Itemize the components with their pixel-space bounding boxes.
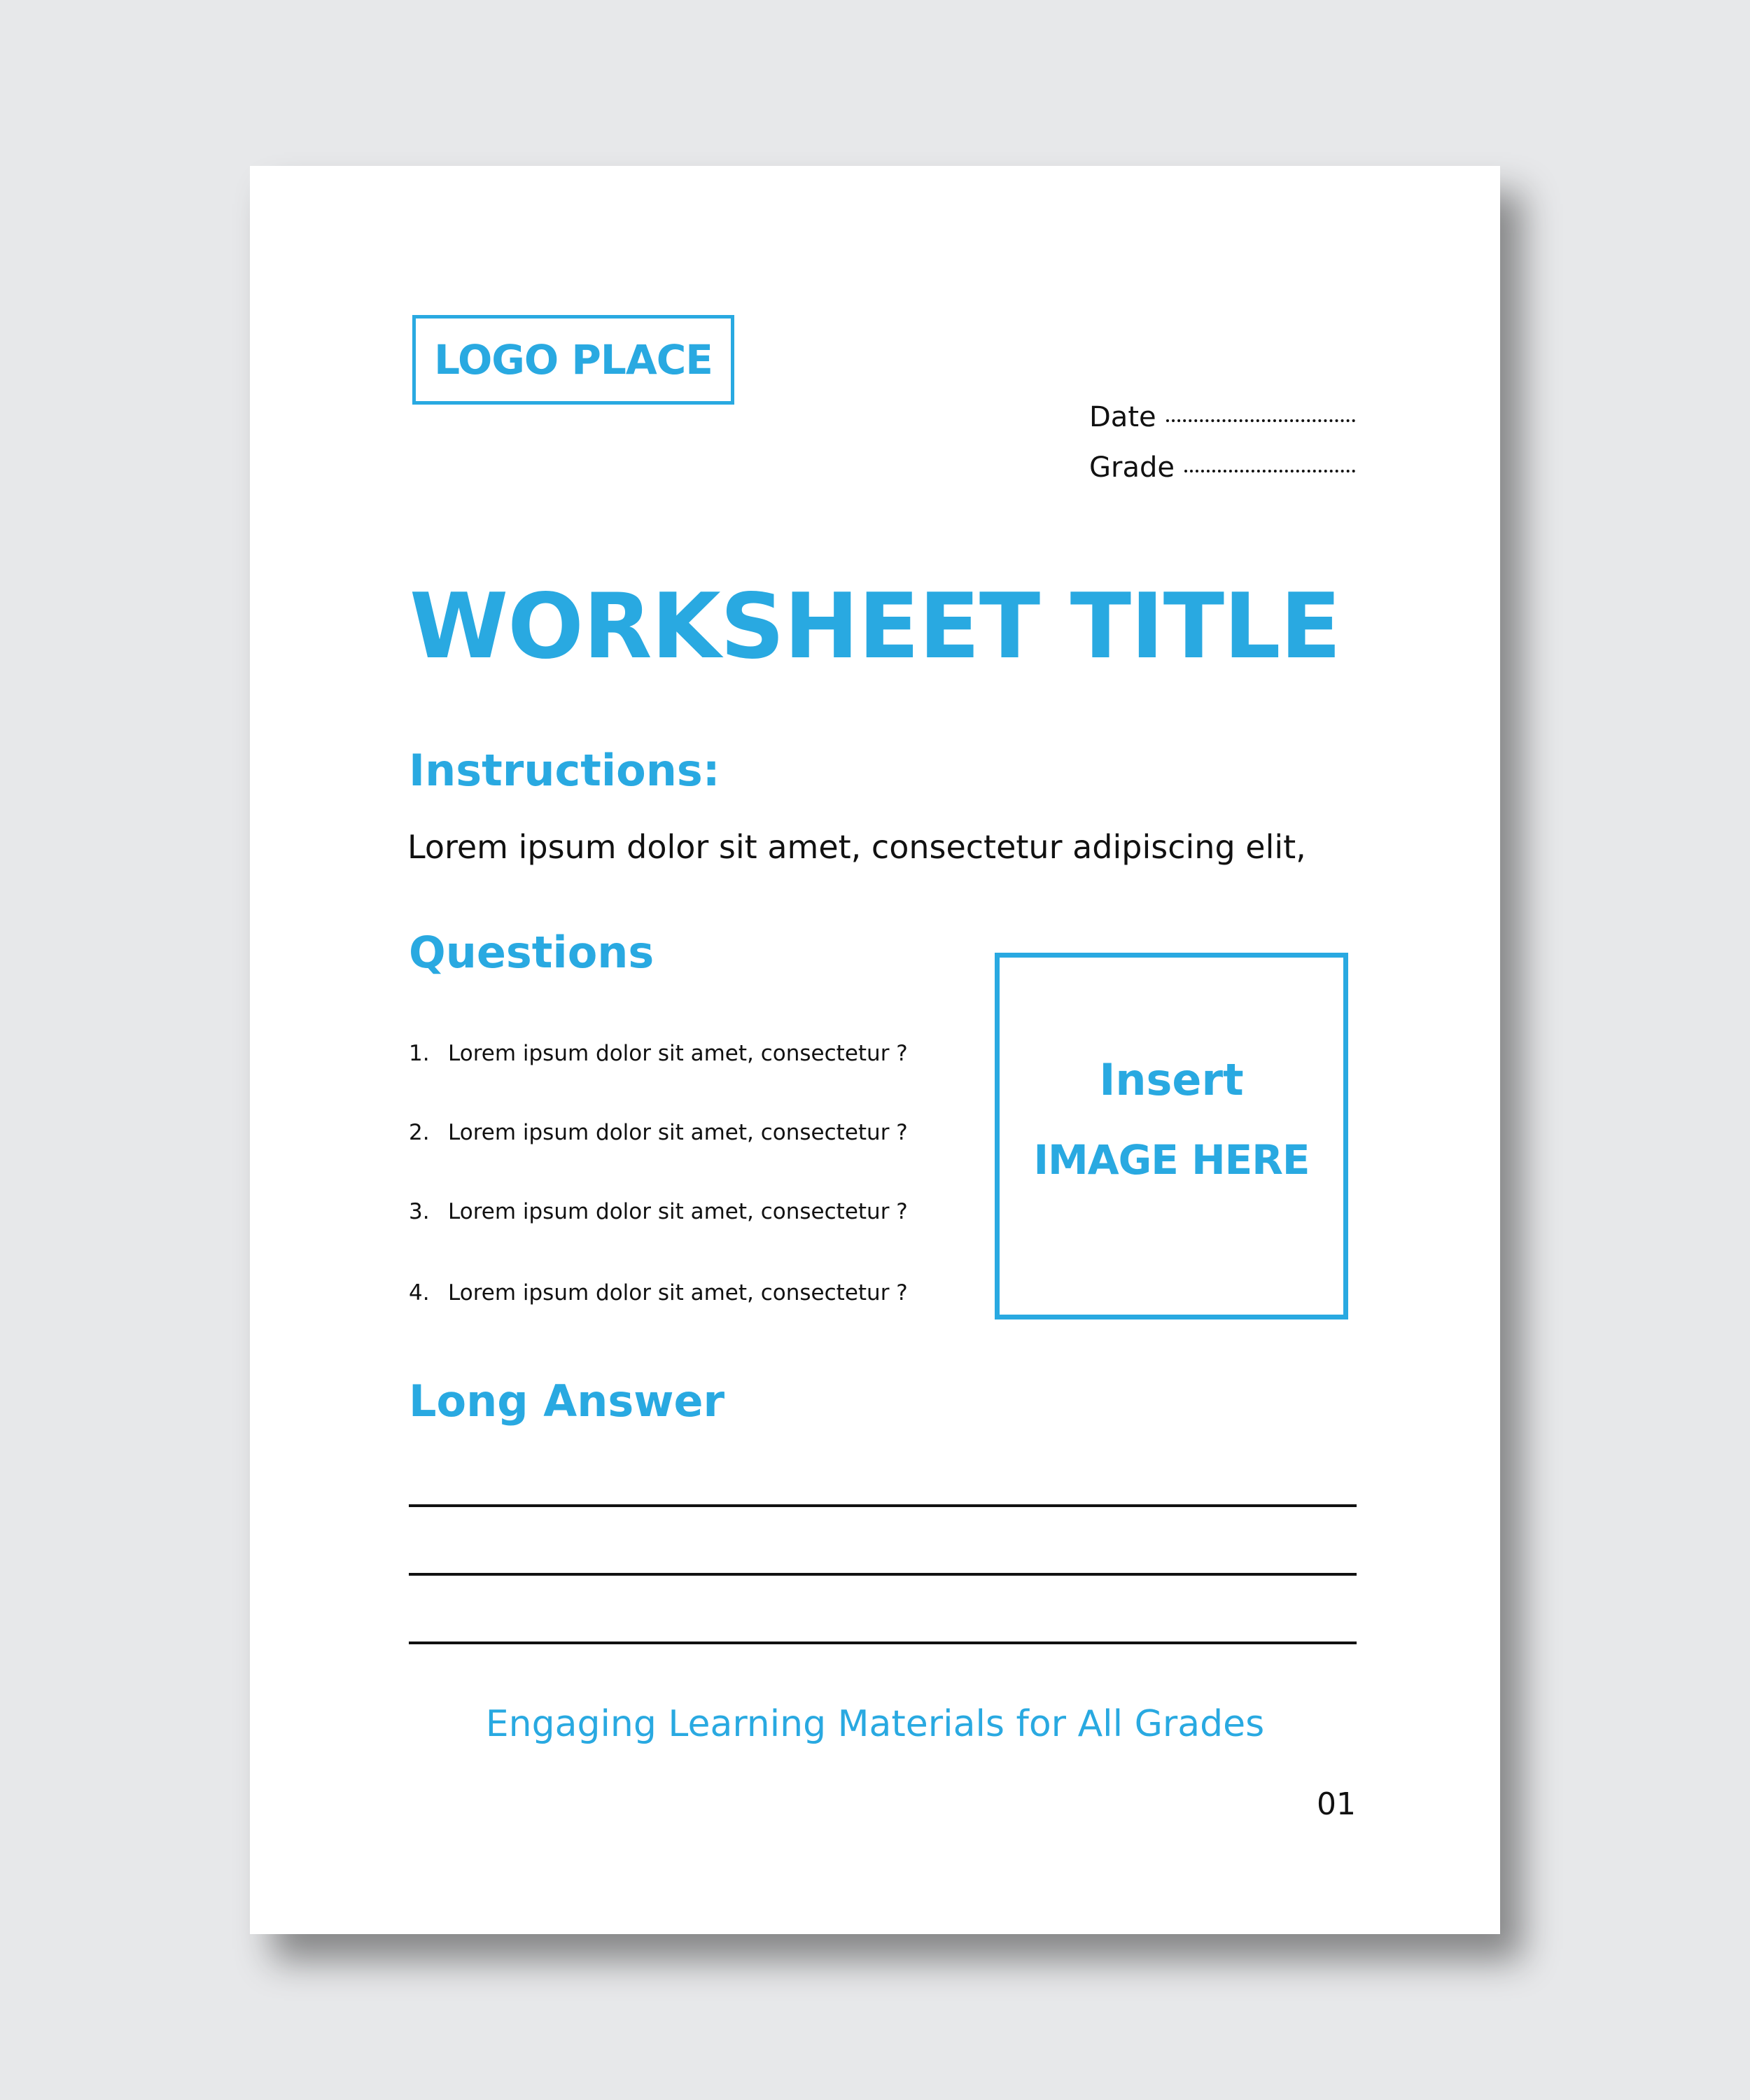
question-text: Lorem ipsum dolor sit amet, consectetur ? <box>448 1280 908 1306</box>
logo-placeholder <box>412 315 734 405</box>
footer-tagline: Engaging Learning Materials for All Grades <box>485 1703 1265 1745</box>
answer-line <box>409 1573 1357 1576</box>
image-placeholder-line2: IMAGE HERE <box>1033 1136 1310 1184</box>
date-field <box>1089 401 1355 433</box>
grade-dotted-line <box>1184 470 1355 472</box>
question-text: Lorem ipsum dolor sit amet, consectetur ? <box>448 1199 908 1224</box>
grade-label: Grade <box>1089 451 1175 484</box>
image-placeholder-line1: Insert <box>1099 1054 1244 1105</box>
question-item <box>409 1199 908 1224</box>
grade-field <box>1089 451 1355 484</box>
question-number: 4. <box>409 1280 430 1306</box>
date-dotted-line <box>1166 419 1355 422</box>
answer-line <box>409 1504 1357 1507</box>
instructions-text: Lorem ipsum dolor sit amet, consectetur adipiscing elit, <box>407 828 1306 866</box>
logo-label: LOGO PLACE <box>434 336 713 384</box>
answer-line <box>409 1642 1357 1644</box>
page-number: 01 <box>1317 1786 1356 1822</box>
question-item <box>409 1041 908 1066</box>
instructions-heading: Instructions: <box>409 745 720 796</box>
question-number: 2. <box>409 1120 430 1145</box>
worksheet-title: WORKSHEET TITLE <box>409 575 1341 679</box>
worksheet-page <box>250 166 1500 1934</box>
long-answer-heading: Long Answer <box>409 1376 725 1427</box>
question-item <box>409 1280 908 1306</box>
date-label: Date <box>1089 401 1156 433</box>
question-number: 3. <box>409 1199 430 1224</box>
questions-heading: Questions <box>409 927 654 978</box>
image-placeholder <box>995 953 1348 1320</box>
question-text: Lorem ipsum dolor sit amet, consectetur ? <box>448 1041 908 1066</box>
question-text: Lorem ipsum dolor sit amet, consectetur ? <box>448 1120 908 1145</box>
question-item <box>409 1120 908 1145</box>
question-number: 1. <box>409 1041 430 1066</box>
